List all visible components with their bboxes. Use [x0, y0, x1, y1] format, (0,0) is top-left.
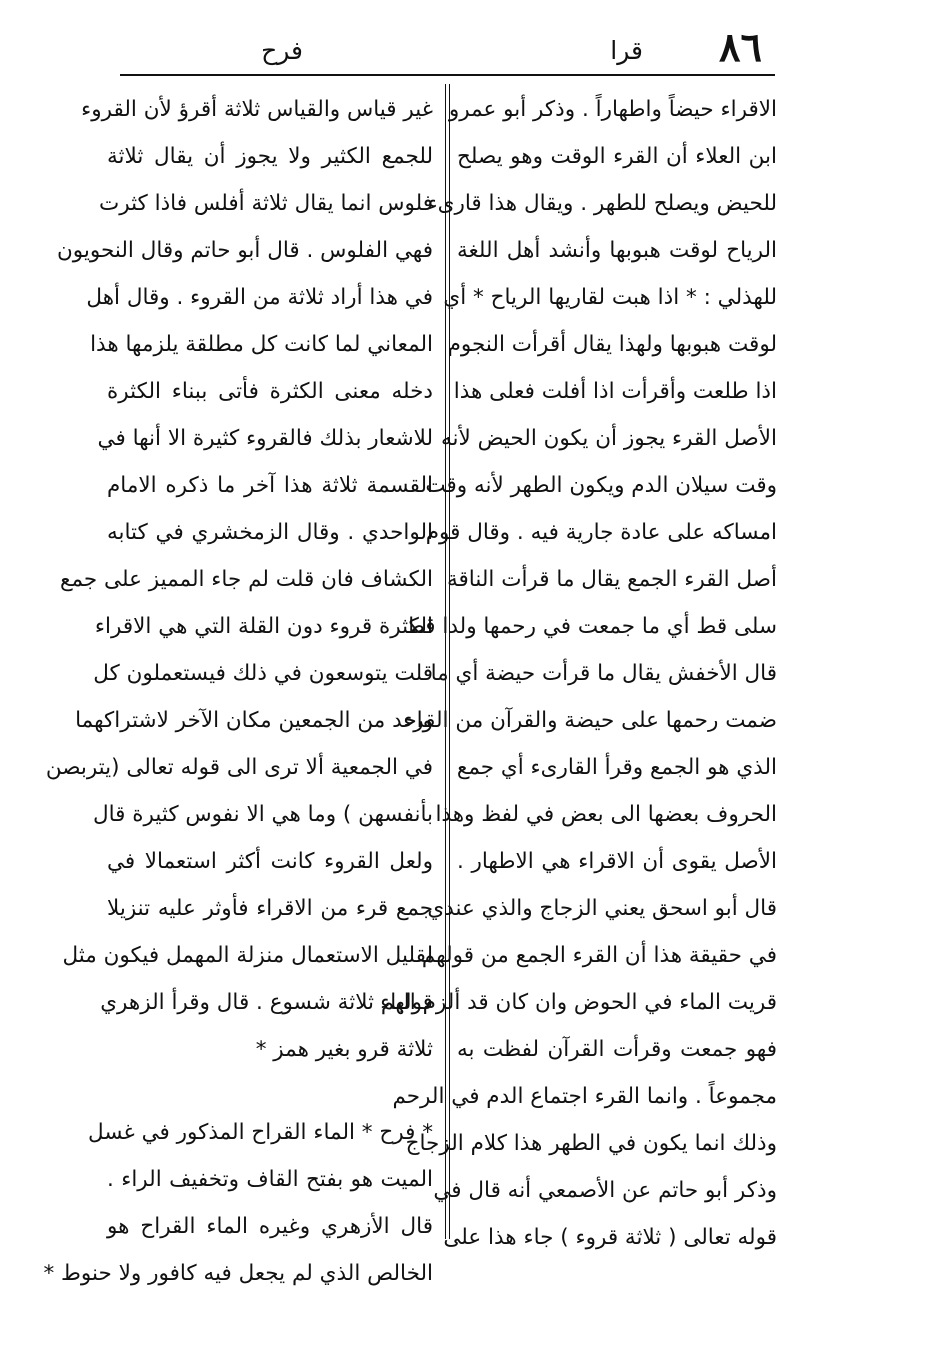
- text-line: قال أبو اسحق يعني الزجاج والذي عندي: [427, 896, 777, 921]
- left-column: [43, 86, 433, 1297]
- text-line: في الجمعية ألا ترى الى قوله تعالى (يتربصن: [45, 755, 433, 780]
- text-line: وقت سيلان الدم ويكون الطهر لأنه وقت: [425, 473, 777, 498]
- text-line: غير قياس والقياس ثلاثة أقرؤ لأن القروء: [81, 97, 433, 122]
- text-line: اذا طلعت وأقرأت اذا أفلت فعلى هذا: [453, 379, 777, 404]
- text-line: الكشاف فان قلت لم جاء المميز على جمع: [60, 567, 433, 592]
- text-line: وذلك انما يكون في الطهر هذا كلام الزجاج: [405, 1131, 777, 1156]
- text-line: جمع قرء من الاقراء فأوثر عليه تنزيلا: [107, 896, 433, 921]
- text-line: قال الأخفش يقال ما قرأت حيضة أي ما: [430, 661, 777, 686]
- text-line: قوله تعالى ( ثلاثة قروء ) جاء هذا على: [443, 1225, 777, 1250]
- text-line: في حقيقة هذا أن القرء الجمع من قولهم: [421, 943, 777, 968]
- text-line: الكثرة قروء دون القلة التي هي الاقراء: [94, 614, 433, 639]
- text-line: الذي هو الجمع وقرأ القارىء أي جمع: [456, 755, 777, 780]
- text-line: المعاني لما كانت كل مطلقة يلزمها هذا: [90, 332, 433, 357]
- right-column: [380, 86, 777, 1261]
- text-line: قولهم ثلاثة شسوع . قال وقرأ الزهري: [100, 990, 433, 1015]
- text-line: الأصل القرء يجوز أن يكون الحيض لأنه: [440, 426, 777, 451]
- text-line: ابن العلاء أن القرء الوقت وهو يصلح: [457, 144, 777, 169]
- text-line: الميت هو بفتح القاف وتخفيف الراء .: [107, 1167, 433, 1192]
- text-line: للجمع الكثير ولا يجوز أن يقال ثلاثة: [107, 144, 433, 169]
- text-line: امساكه على عادة جارية فيه . وقال قوم: [425, 520, 777, 545]
- text-line: ثلاثة قرو بغير همز *: [255, 1037, 433, 1062]
- text-line: قال الأزهري وغيره الماء القراح هو: [107, 1214, 433, 1239]
- text-line: فهي الفلوس . قال أبو حاتم وقال النحويون: [56, 238, 433, 263]
- text-line: ولعل القروء كانت أكثر استعمالا في: [107, 849, 433, 874]
- text-line: لقليل الاستعمال منزلة المهمل فيكون مثل: [62, 943, 433, 968]
- text-line: ضمت رحمها على حيضة والقرآن من القرء: [403, 708, 777, 733]
- text-line: فهو جمعت وقرأت القرآن لفظت به: [457, 1037, 777, 1062]
- text-line: الواحدي . وقال الزمخشري في كتابه: [107, 520, 433, 545]
- text-line: لوقت هبوبها ولهذا يقال أقرأت النجوم: [447, 332, 777, 357]
- running-head-left: فرح: [261, 36, 303, 65]
- text-line: قريت الماء في الحوض وان كان قد ألزم الياء: [380, 990, 777, 1015]
- text-line: الخالص الذي لم يجعل فيه كافور ولا حنوط *: [43, 1261, 433, 1286]
- text-line: للهذلي : * اذا هبت لقاريها الرياح * أي: [443, 285, 777, 310]
- header-rule: [120, 74, 775, 76]
- text-line: فلوس انما يقال ثلاثة أفلس فاذا كثرت: [98, 191, 433, 216]
- text-line: دخله معنى الكثرة فأتى ببناء الكثرة: [107, 379, 433, 404]
- text-line: للحيض ويصلح للطهر . ويقال هذا قارىء: [427, 191, 777, 216]
- page-number: ٨٦: [719, 24, 762, 71]
- text-line: الأصل يقوى أن الاقراء هي الاطهار .: [457, 849, 777, 874]
- text-line: وذكر أبو حاتم عن الأصمعي أنه قال في: [433, 1178, 777, 1203]
- text-line: الحروف بعضها الى بعض في لفظ وهذا: [435, 802, 777, 827]
- text-line: واحد من الجمعين مكان الآخر لاشتراكهما: [75, 708, 433, 733]
- text-line: سلى قط أي ما جمعت في رحمها ولدا قط: [404, 614, 777, 639]
- text-line: الاقراء حيضاً واطهاراً . وذكر أبو عمرو: [448, 97, 777, 122]
- text-line: قلت يتوسعون في ذلك فيستعملون كل: [93, 661, 433, 686]
- text-line: بأنفسهن ) وما هي الا نفوس كثيرة قال: [92, 802, 433, 827]
- entry-gap: [107, 1073, 433, 1109]
- text-line: * فرح * الماء القراح المذكور في غسل: [88, 1120, 433, 1145]
- text-line: الرياح لوقت هبوبها وأنشد أهل اللغة: [457, 238, 777, 263]
- text-line: أصل القرء الجمع يقال ما قرأت الناقة: [447, 567, 777, 592]
- page-header: [0, 22, 948, 72]
- text-line: القسمة ثلاثة هذا آخر ما ذكره الامام: [107, 473, 433, 498]
- text-line: للاشعار بذلك فالقروء كثيرة الا أنها في: [97, 426, 433, 451]
- text-line: في هذا أراد ثلاثة من القروء . وقال أهل: [86, 285, 433, 310]
- text-line: مجموعاً . وانما القرء اجتماع الدم في الرحم: [392, 1084, 777, 1109]
- running-head-right: قرا: [610, 36, 643, 65]
